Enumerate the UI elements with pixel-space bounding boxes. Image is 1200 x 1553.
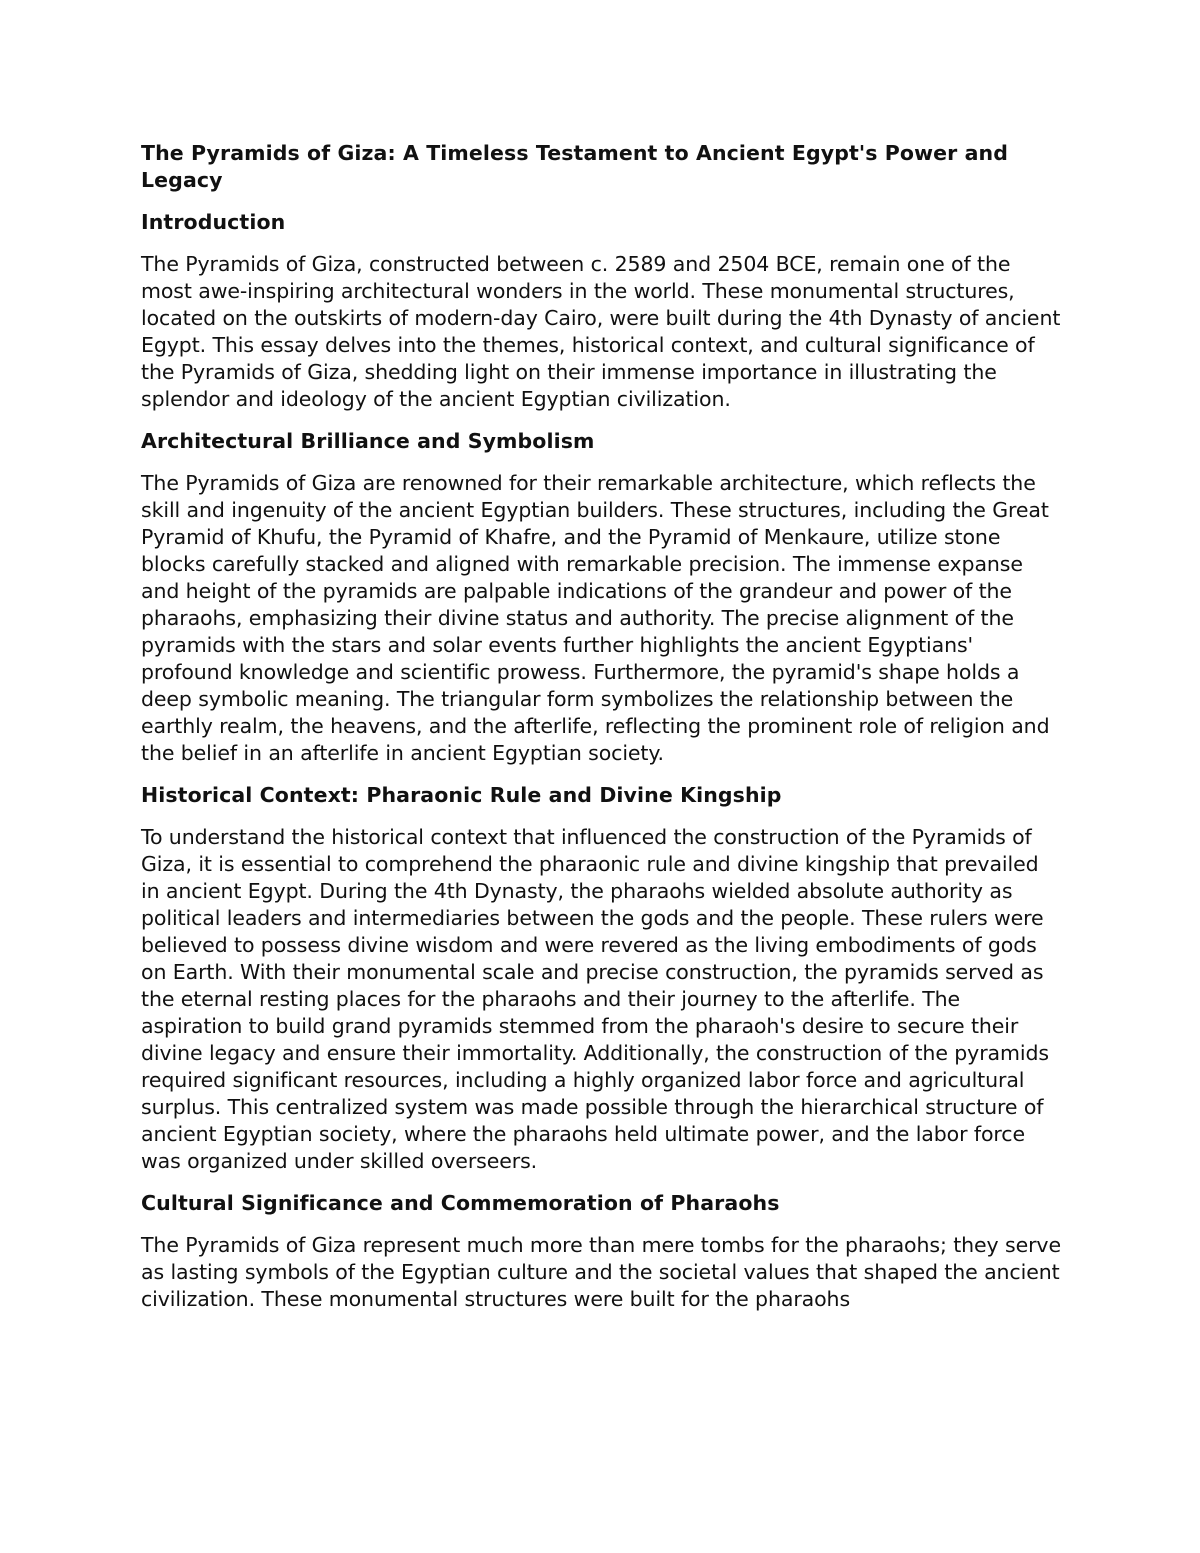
section-body-architecture: The Pyramids of Giza are renowned for their remarkable architecture, which reflects the skill and ingenuity of the ancient Egyptian builders. These structures, including the Great Pyramid of Khufu, the Pyramid of Khafre, and the Pyramid of Menkaure, utilize stone blocks carefully stacked and aligned with remarkable precision. The immense expanse and height of the pyramids are palpable indications of the grandeur and power of the pharaohs, emphasizing their divine status and authority. The precise alignment of the pyramids with the stars and solar events further highlights the ancient Egyptians' profound knowledge and scientific prowess. Furthermore, the pyramid's shape holds a deep symbolic meaning. The triangular form symbolizes the relationship between the earthly realm, the heavens, and the afterlife, reflecting the prominent role of religion and the belief in an afterlife in ancient Egyptian society.	[141, 471, 1050, 765]
section-body-introduction: The Pyramids of Giza, constructed between c. 2589 and 2504 BCE, remain one of the most awe-inspiring architectural wonders in the world. These monumental structures, located on the outskirts of modern-day Cairo, were built during the 4th Dynasty of ancient Egypt. This essay delves into the themes, historical context, and cultural significance of the Pyramids of Giza, shedding light on their immense importance in illustrating the splendor and ideology of the ancient Egyptian civilization.	[141, 252, 1061, 411]
section-body-cultural-significance: The Pyramids of Giza represent much more than mere tombs for the pharaohs; they serve as lasting symbols of the Egyptian culture and the societal values that shaped the ancient civilization. These monumental structures were built for the pharaohs	[141, 1233, 1061, 1311]
section-heading-cultural-significance: Cultural Significance and Commemoration of Pharaohs	[141, 1191, 780, 1215]
document-content	[141, 140, 1061, 1328]
section-body-historical-context: To understand the historical context that influenced the construction of the Pyramids of Giza, it is essential to comprehend the pharaonic rule and divine kingship that prevailed in ancient Egypt. During the 4th Dynasty, the pharaohs wielded absolute authority as political leaders and intermediaries between the gods and the people. These rulers were believed to possess divine wisdom and were revered as the living embodiments of gods on Earth. With their monumental scale and precise construction, the pyramids served as the eternal resting places for the pharaohs and their journey to the afterlife. The aspiration to build grand pyramids stemmed from the pharaoh's desire to secure their divine legacy and ensure their immortality. Additionally, the construction of the pyramids required significant resources, including a highly organized labor force and agricultural surplus. This centralized system was made possible through the hierarchical structure of ancient Egyptian society, where the pharaohs held ultimate power, and the labor force was organized under skilled overseers.	[141, 825, 1049, 1173]
document-title: The Pyramids of Giza: A Timeless Testament to Ancient Egypt's Power and Legacy	[141, 141, 1008, 192]
section-heading-introduction: Introduction	[141, 210, 286, 234]
section-heading-architecture: Architectural Brilliance and Symbolism	[141, 429, 595, 453]
section-heading-historical-context: Historical Context: Pharaonic Rule and Divine Kingship	[141, 783, 782, 807]
